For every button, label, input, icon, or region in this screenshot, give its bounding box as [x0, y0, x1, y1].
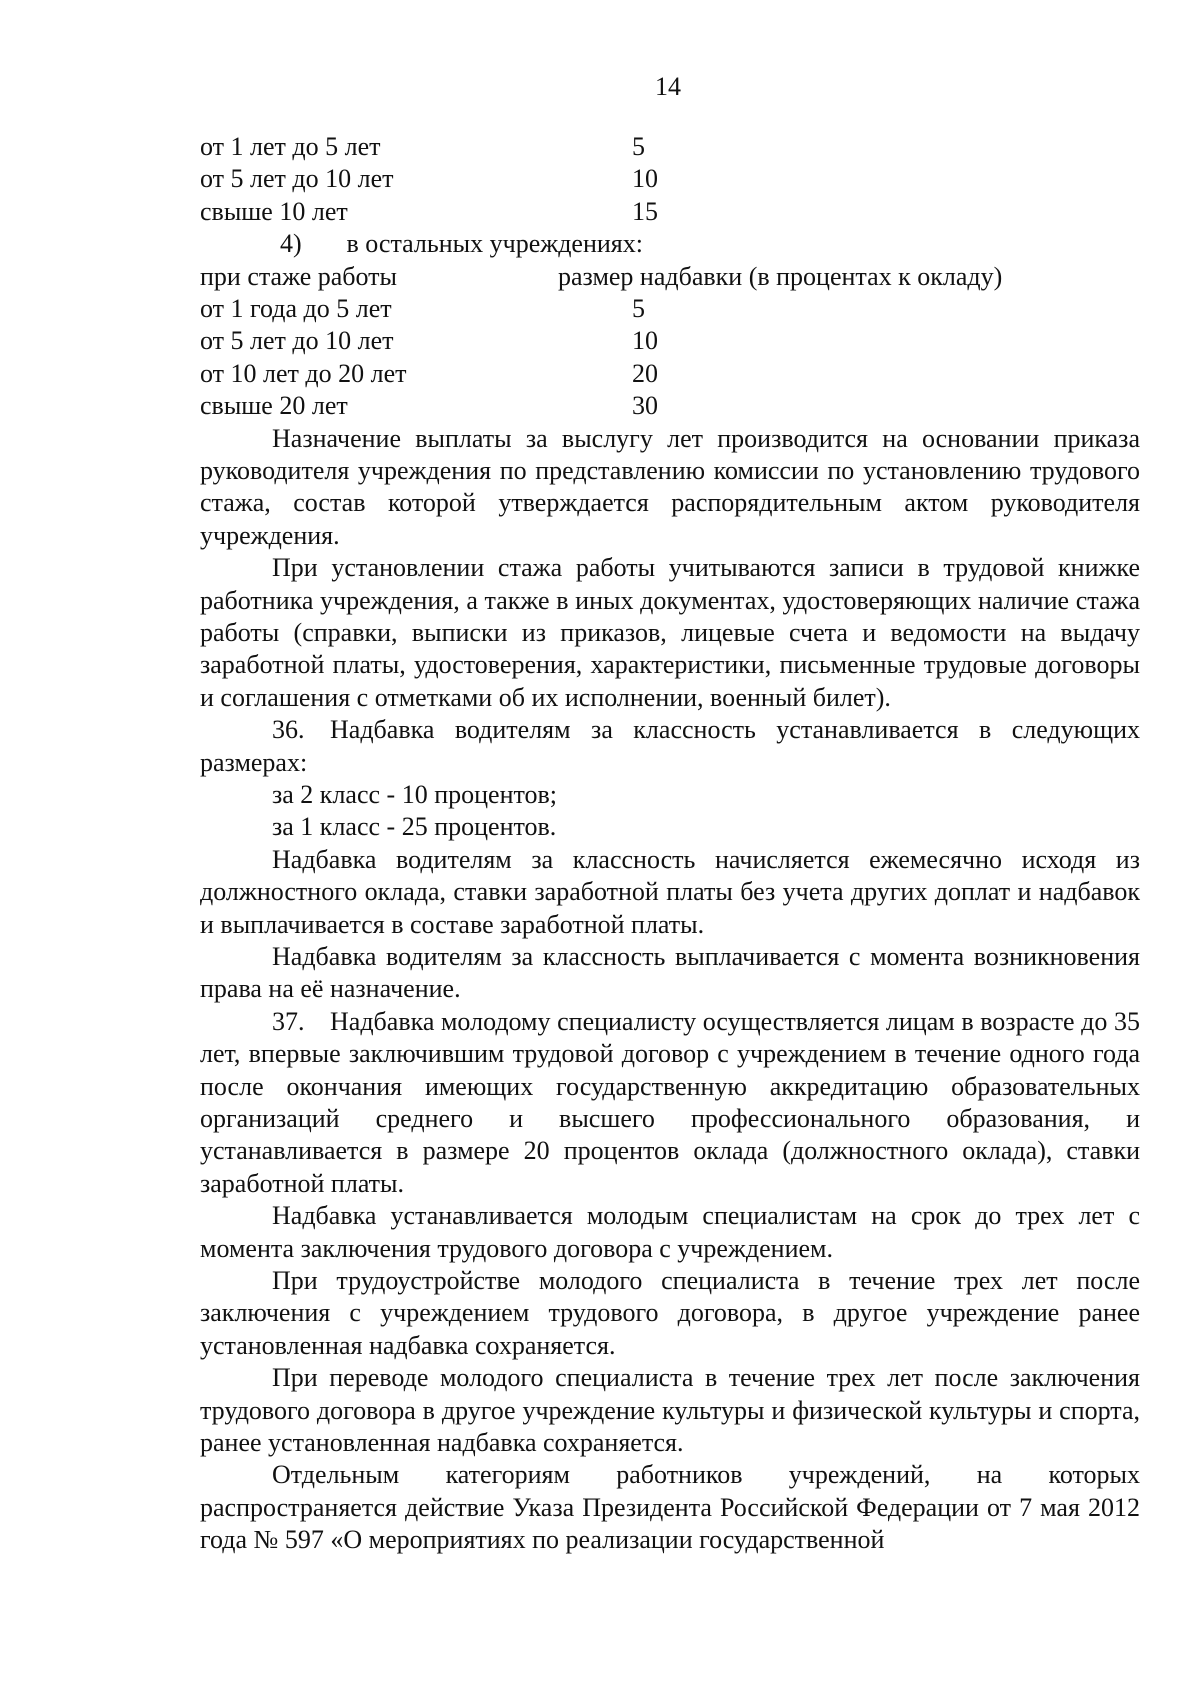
subheading-number: 4): [280, 229, 302, 259]
table-row: [200, 325, 1140, 357]
table-row: [200, 131, 1140, 163]
paragraph-young-transfer: При переводе молодого специалиста в течение трех лет после заключения трудового договора в другое учреждение культуры и физической культуры и спорта, ранее установленная надбавка сохраняется.: [200, 1363, 1140, 1458]
table-value: 15: [632, 196, 658, 226]
table-value: 5: [632, 293, 645, 323]
table-value: 30: [632, 391, 658, 421]
page-content: [200, 131, 1140, 1557]
clause-36: [200, 714, 1140, 779]
table-value: 10: [632, 164, 658, 194]
subheading-text: в остальных учреждениях:: [346, 229, 643, 259]
table-row: [200, 163, 1140, 195]
table-header: [200, 261, 1140, 293]
paragraph-decree: Отдельным категориям работников учреждений, на которых распространяется действие Указа Президента Российской Федерации от 7 мая 2012 года № 597 «О мероприятиях по реализации государственной: [200, 1460, 1140, 1555]
table-label: от 5 лет до 10 лет: [200, 326, 394, 356]
table-value: 5: [632, 132, 645, 161]
table-header-value: размер надбавки (в процентах к окладу): [558, 261, 1003, 291]
table-row: [200, 196, 1140, 228]
table-label: от 1 года до 5 лет: [200, 293, 392, 323]
paragraph-service-records: При установлении стажа работы учитываются записи в трудовой книжке работника учреждения, а также в иных документах, удостоверяющих наличие стажа работы (справки, выписки из приказов, лицевые счета и ведомости на выдачу заработной платы, удостоверения, характеристики, письменные трудовые договоры и соглашения с отметками об их исполнении, военный билет).: [200, 553, 1140, 712]
clause-text: Надбавка водителям за классность устанавливается в следующих размерах:: [200, 715, 1140, 777]
list-item: за 1 класс - 25 процентов.: [272, 812, 557, 842]
table-value: 20: [632, 358, 658, 388]
table-label: от 5 лет до 10 лет: [200, 164, 394, 194]
table-row: [200, 293, 1140, 325]
table-label: от 10 лет до 20 лет: [200, 358, 407, 388]
clause-number: 36.: [272, 715, 305, 745]
paragraph-class-accrual: Надбавка водителям за классность начисляется ежемесячно исходя из должностного оклада, ставки заработной платы без учета других доплат и надбавок и выплачивается в составе заработной платы.: [200, 844, 1140, 939]
clause-number: 37.: [272, 1006, 305, 1036]
paragraph-young-employment: При трудоустройстве молодого специалиста в течение трех лет после заключения с учреждением трудового договора, в другое учреждение ранее установленная надбавка сохраняется.: [200, 1266, 1140, 1360]
subheading-4: [200, 228, 1140, 260]
table-label: свыше 20 лет: [200, 391, 348, 421]
clause-text: Надбавка молодому специалисту осуществляется лицам в возрасте до 35 лет, впервые заключившим трудовой договор с учреждением в течение одного года после окончания имеющих государственную аккредитацию образовательных организаций среднего и высшего профессионального образования, и устанавливается в размере 20 процентов оклада (должностного оклада), ставки заработной платы.: [200, 1006, 1140, 1198]
table-header-label: при стаже работы: [200, 261, 398, 291]
clause-37: [200, 1006, 1140, 1200]
table-label: от 1 лет до 5 лет: [200, 132, 381, 161]
table-label: свыше 10 лет: [200, 196, 348, 226]
table-row: [200, 358, 1140, 390]
table-row: [200, 390, 1140, 422]
paragraph-class-payment: Надбавка водителям за классность выплачивается с момента возникновения права на её назначение.: [200, 941, 1140, 1004]
page-number: 14: [655, 72, 681, 101]
table-value: 10: [632, 326, 658, 356]
paragraph-appointment: Назначение выплаты за выслугу лет производится на основании приказа руководителя учреждения по представлению комиссии по установлению трудового стажа, состав которой утверждается распорядительным актом руководителя учреждения.: [200, 423, 1140, 550]
list-item: за 2 класс - 10 процентов;: [272, 779, 557, 809]
paragraph-young-term: Надбавка устанавливается молодым специалистам на срок до трех лет с момента заключения трудового договора с учреждением.: [200, 1201, 1140, 1263]
